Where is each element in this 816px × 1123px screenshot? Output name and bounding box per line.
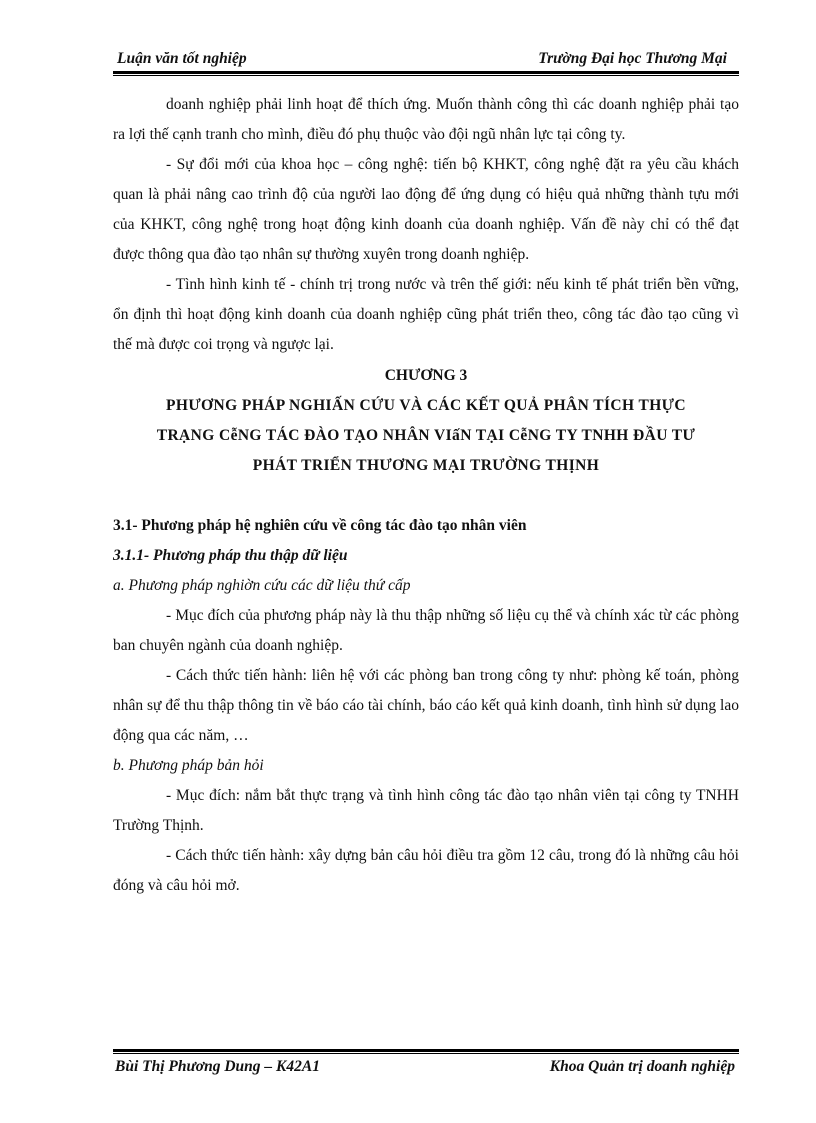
- header-divider: [113, 71, 739, 76]
- paragraph-intro-continued: doanh nghiệp phải linh hoạt để thích ứng. Muốn thành công thì các doanh nghiệp phải tạo ra lợi thế cạnh tranh cho mình, điều đó phụ thuộc vào đội ngũ nhân lực tại công ty.: [113, 96, 739, 143]
- header-university-name: Trường Đại học Thương Mại: [538, 50, 727, 67]
- subsection-b-heading: b. Phương pháp bản hỏi: [113, 757, 264, 774]
- page-footer: [113, 1054, 739, 1080]
- section-3-1-heading: 3.1- Phương pháp hệ nghiên cứu về công tác đào tạo nhân viên: [113, 517, 527, 534]
- section-3-1-1-heading: 3.1.1- Phương pháp thu thập dữ liệu: [113, 547, 348, 564]
- chapter-heading: CHƯƠNG 3: [384, 367, 468, 384]
- paragraph-survey-purpose: - Mục đích: nắm bắt thực trạng và tình hình công tác đào tạo nhân viên tại công ty TNHH Trường Thịnh.: [113, 787, 739, 834]
- header-thesis-label: Luận văn tốt nghiệp: [117, 50, 247, 67]
- chapter-title-line-3: PHÁT TRIỂN THƯƠNG MẠI TRƯỜNG THỊNH: [252, 457, 600, 474]
- chapter-title-line-2: TRẠNG CễNG TÁC ĐÀO TẠO NHÂN VIấN TẠI CễNG TY TNHH ĐẦU TƯ: [156, 427, 696, 444]
- paragraph-economic-factor: - Tình hình kinh tế - chính trị trong nước và trên thế giới: nếu kinh tế phát triển bền vững, ổn định thì hoạt động kinh doanh của doanh nghiệp cũng phát triển theo, công tác đào tạo cũng vì thế mà được coi trọng và ngược lại.: [113, 276, 739, 353]
- footer-author: Bùi Thị Phương Dung – K42A1: [115, 1058, 320, 1075]
- paragraph-secondary-purpose: - Mục đích của phương pháp này là thu thập những số liệu cụ thể và chính xác từ các phòng ban chuyên ngành của doanh nghiệp.: [113, 607, 739, 654]
- chapter-title-line-1: PHƯƠNG PHÁP NGHIẤN CỨU VÀ CÁC KẾT QUẢ PHÂN TÍCH THỰC: [166, 397, 686, 414]
- document-body: [113, 90, 739, 901]
- paragraph-survey-method: - Cách thức tiến hành: xây dựng bản câu hỏi điều tra gồm 12 câu, trong đó là những câu hỏi đóng và câu hỏi mở.: [113, 847, 739, 894]
- paragraph-technology-factor: - Sự đổi mới của khoa học – công nghệ: tiến bộ KHKT, công nghệ đặt ra yêu cầu khách quan là phải nâng cao trình độ của người lao động để ứng dụng có hiệu quả những thành tựu mới của KHKT, công nghệ trong hoạt động kinh doanh của doanh nghiệp. Vấn đề này chỉ có thể đạt được thông qua đào tạo nhân sự thường xuyên trong doanh nghiệp.: [113, 156, 739, 263]
- paragraph-secondary-method: - Cách thức tiến hành: liên hệ với các phòng ban trong công ty như: phòng kế toán, phòng nhân sự để thu thập thông tin về báo cáo tài chính, báo cáo kết quả kinh doanh, tình hình sử dụng lao động qua các năm, …: [113, 667, 739, 744]
- subsection-a-heading: a. Phương pháp nghiờn cứu các dữ liệu thứ cấp: [113, 577, 411, 594]
- page-header: [113, 46, 739, 72]
- footer-department: Khoa Quản trị doanh nghiệp: [549, 1058, 735, 1075]
